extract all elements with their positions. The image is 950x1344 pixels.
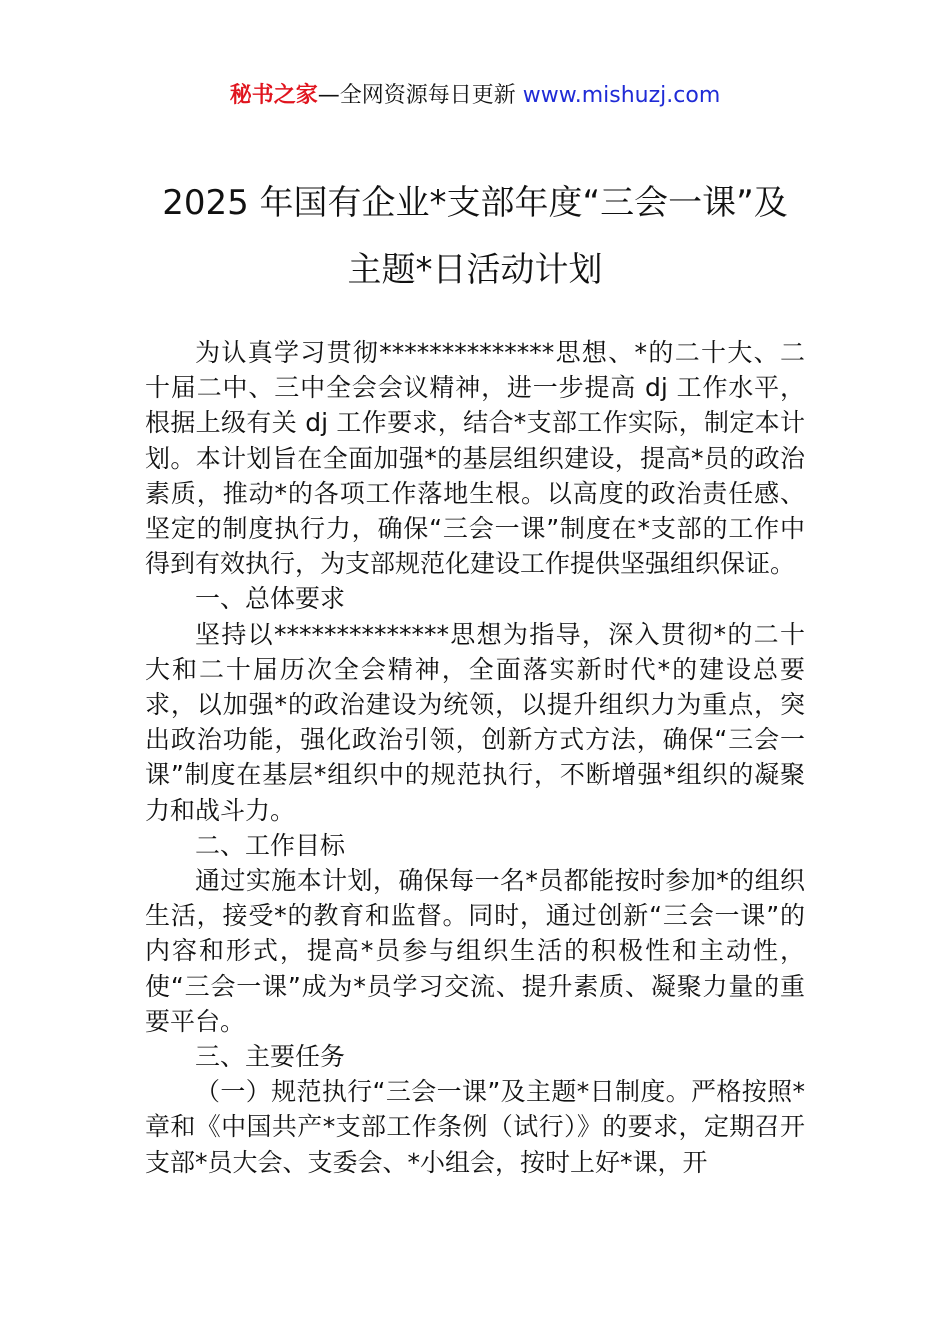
site-brand: 秘书之家 xyxy=(229,83,318,108)
document-title-line-2: 主题*日活动计划 xyxy=(347,250,603,290)
site-watermark-header xyxy=(0,80,950,112)
section-heading-3: 三、主要任务 xyxy=(195,1042,346,1072)
section-heading-1: 一、总体要求 xyxy=(195,584,346,614)
paragraph-section-2: 通过实施本计划，确保每一名*员都能按时参加*的组织生活，接受*的教育和监督。同时，通过创新“三会一课”的内容和形式，提高*员参与组织生活的积极性和主动性，使“三会一课”成为*员学习交流、提升素质、凝聚力量的重要平台。 xyxy=(145,866,805,1036)
site-tagline: —全网资源每日更新 xyxy=(317,83,523,108)
section-heading-2: 二、工作目标 xyxy=(195,830,346,860)
paragraph-intro: 为认真学习贯彻**************思想、*的二十大、二十届二中、三中全会会议精神，进一步提高 dj 工作水平，根据上级有关 dj 工作要求，结合*支部工作实际，制定本计划。本计划旨在全面加强*的基层组织建设，提高*员的政治素质，推动*的各项工作落地生根。以高度的政治责任感、坚定的制度执行力，确保“三会一课”制度在*支部的工作中得到有效执行，为支部规范化建设工作提供坚强组织保证。 xyxy=(145,338,805,579)
document-title-line-1: 2025 年国有企业*支部年度“三会一课”及 xyxy=(162,183,788,223)
paragraph-section-3-item-1: （一）规范执行“三会一课”及主题*日制度。严格按照*章和《中国共产*支部工作条例（试行）》的要求，定期召开支部*员大会、支委会、*小组会，按时上好*课，开 xyxy=(145,1077,805,1177)
document-body xyxy=(145,335,805,1180)
site-url: www.mishuzj.com xyxy=(522,83,721,108)
paragraph-section-1: 坚持以**************思想为指导，深入贯彻*的二十大和二十届历次全会精神，全面落实新时代*的建设总要求，以加强*的政治建设为统领，以提升组织力为重点，突出政治功能，强化政治引领，创新方式方法，确保“三会一课”制度在基层*组织中的规范执行，不断增强*组织的凝聚力和战斗力。 xyxy=(145,619,805,825)
